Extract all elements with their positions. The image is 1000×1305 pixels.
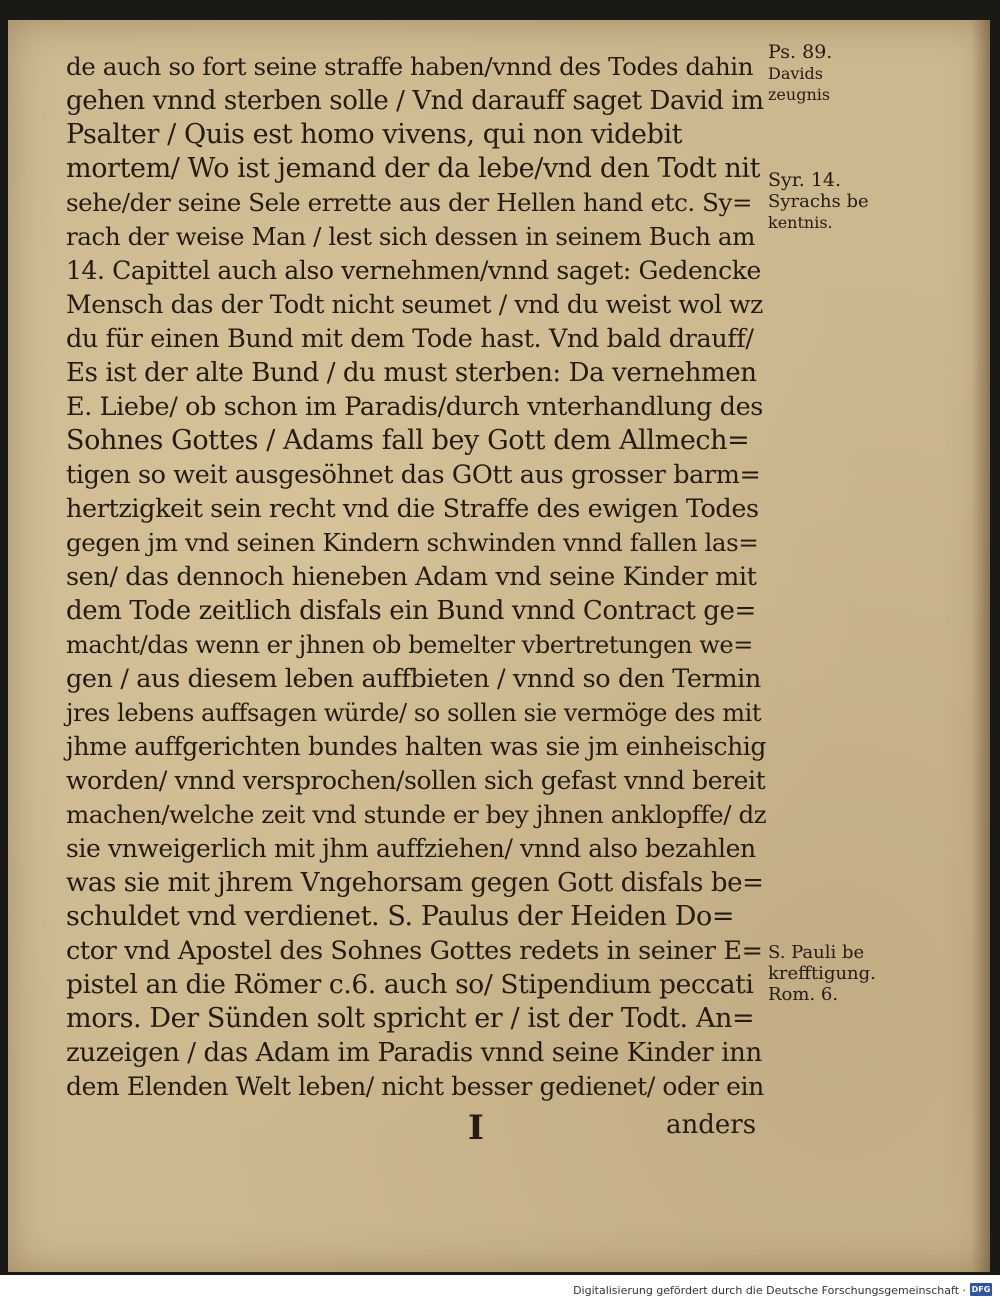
text-line: was sie mit jhrem Vngehorsam gegen Gott disfals be= xyxy=(66,868,764,898)
text-line: pistel an die Römer c.6. auch so/ Stipendium peccati xyxy=(66,969,754,1000)
margin-note-line: S. Pauli be xyxy=(768,942,865,963)
margin-note-line: krefftigung. xyxy=(768,963,876,984)
funding-credit: Digitalisierung gefördert durch die Deutsche Forschungsgemeinschaft · xyxy=(573,1284,966,1297)
text-line: macht/das wenn er jhnen ob bemelter vbertretungen we= xyxy=(66,631,753,659)
signature-mark: I xyxy=(468,1108,484,1148)
text-line: tigen so weit ausgesöhnet das GOtt aus grosser barm= xyxy=(66,460,761,490)
text-line: gehen vnnd sterben solle / Vnd darauff saget David im xyxy=(66,86,764,116)
text-line: de auch so fort seine straffe haben/vnnd des Todes dahin xyxy=(66,52,754,81)
body-text-block xyxy=(66,50,767,1148)
text-line: Mensch das der Todt nicht seumet / vnd du weist wol wz xyxy=(66,290,763,319)
text-line: dem Tode zeitlich disfals ein Bund vnnd Contract ge= xyxy=(66,596,756,626)
margin-note-line: Davids xyxy=(768,64,823,83)
text-line: sie vnweigerlich mit jhm auffziehen/ vnnd also bezahlen xyxy=(66,834,756,863)
text-line: machen/welche zeit vnd stunde er bey jhnen anklopffe/ dz xyxy=(66,800,767,829)
margin-note-line: Ps. 89. xyxy=(768,41,833,63)
text-line: rach der weise Man / lest sich dessen in seinem Buch am xyxy=(66,222,755,251)
text-line: sen/ das dennoch hieneben Adam vnd seine Kinder mit xyxy=(66,562,757,592)
text-line: E. Liebe/ ob schon im Paradis/durch vnterhandlung des xyxy=(66,392,763,422)
text-line: dem Elenden Welt leben/ nicht besser gedienet/ oder ein xyxy=(66,1072,764,1101)
book-page xyxy=(8,20,990,1272)
text-line: zuzeigen / das Adam im Paradis vnnd seine Kinder inn xyxy=(66,1038,762,1068)
text-line: Es ist der alte Bund / du must sterben: Da vernehmen xyxy=(66,358,757,388)
digitization-footer xyxy=(0,1275,1000,1305)
margin-note-line: kentnis. xyxy=(768,213,833,232)
text-line: mors. Der Sünden solt spricht er / ist der Todt. An= xyxy=(66,1003,755,1034)
text-line: schuldet vnd verdienet. S. Paulus der Heiden Do= xyxy=(66,901,735,932)
text-line: gegen jm vnd seinen Kindern schwinden vnnd fallen las= xyxy=(66,528,759,557)
margin-note-psalm xyxy=(768,42,918,105)
dfg-logo: DFG xyxy=(971,1285,991,1294)
text-line: sehe/der seine Sele errette aus der Hellen hand etc. Sy= xyxy=(66,188,753,217)
text-line: 14. Capittel auch also vernehmen/vnnd saget: Gedencke xyxy=(66,256,761,285)
text-line: ctor vnd Apostel des Sohnes Gottes redets in seiner E= xyxy=(66,936,763,966)
text-line: worden/ vnnd versprochen/sollen sich gefast vnnd bereit xyxy=(66,766,766,795)
margin-note-pauli xyxy=(768,942,918,1005)
margin-note-line: zeugnis xyxy=(768,85,831,104)
text-line: du für einen Bund mit dem Tode hast. Vnd bald drauff/ xyxy=(66,324,754,354)
text-line: Psalter / Quis est homo vivens, qui non videbit xyxy=(66,119,683,150)
page-edge-shadow xyxy=(972,20,990,1272)
margin-note-line: Rom. 6. xyxy=(768,984,839,1005)
margin-note-line: Syrachs be xyxy=(768,191,869,212)
text-line: jhme auffgerichten bundes halten was sie jm einheischig xyxy=(66,732,766,761)
margin-note-sirach xyxy=(768,170,918,233)
text-line: hertzigkeit sein recht vnd die Straffe des ewigen Todes xyxy=(66,494,759,524)
catchword: anders xyxy=(666,1110,757,1140)
signature-catchword-row xyxy=(66,1108,766,1148)
text-line: Sohnes Gottes / Adams fall bey Gott dem Allmech= xyxy=(66,425,750,456)
text-line: gen / aus diesem leben auffbieten / vnnd so den Termin xyxy=(66,664,761,694)
margin-note-line: Syr. 14. xyxy=(768,169,842,191)
text-line: jres lebens auffsagen würde/ so sollen sie vermöge des mit xyxy=(66,699,762,727)
text-line: mortem/ Wo ist jemand der da lebe/vnd den Todt nit xyxy=(66,153,761,184)
